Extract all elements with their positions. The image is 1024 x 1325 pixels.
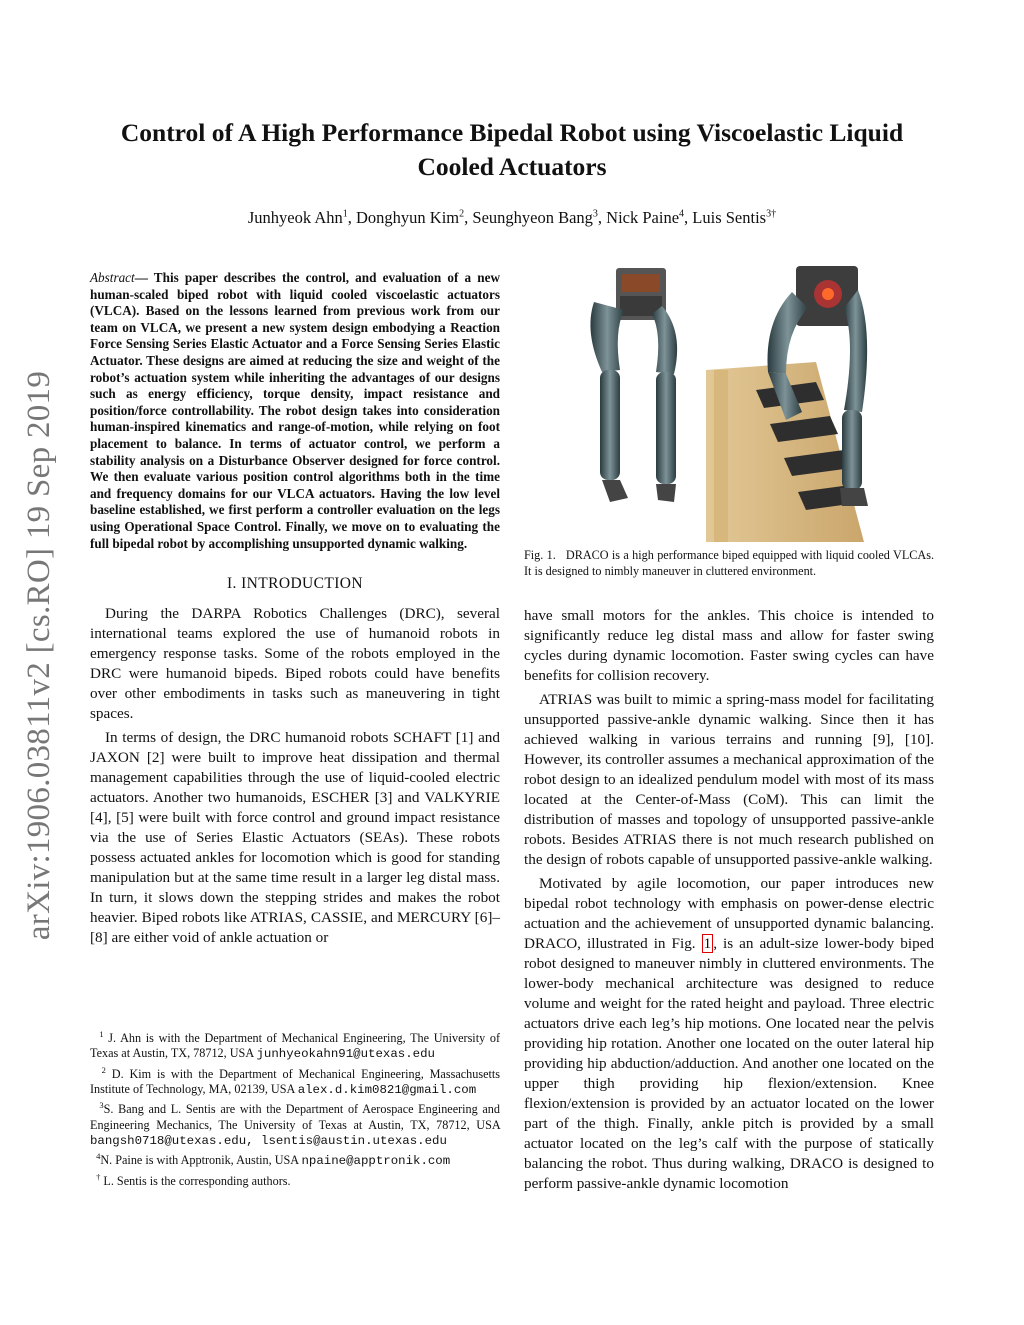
author-name: Donghyun Kim	[356, 208, 460, 227]
abstract	[90, 270, 500, 552]
figure-robot-photos	[524, 262, 934, 547]
paragraph-text: Motivated by agile locomotion, our paper introduces new bipedal robot technology with emphasis on power-dense electric actuation and the achievement of unsupported dynamic balancing. DRACO, illustrated in Fig.	[524, 875, 934, 952]
footnote-text: J. Ahn is with the Department of Mechanical Engineering, The University of Texas at Austin, TX, 78712, USA	[90, 1031, 501, 1061]
footnote-text: S. Bang and L. Sentis are with the Department of Aerospace Engineering and Engineering Mechanics, The University of Texas at Austin, TX, 78712, USA	[90, 1102, 500, 1132]
arxiv-stamp	[12, 355, 68, 955]
footnotes	[90, 1027, 500, 1189]
paragraph	[524, 874, 934, 1194]
footnote	[90, 1063, 500, 1099]
author-affiliation-mark: 4	[679, 208, 685, 220]
figure-caption	[524, 548, 934, 579]
author-affiliation-mark: 1	[342, 208, 348, 220]
footnote-mark: 4	[96, 1151, 101, 1162]
footnote	[90, 1027, 500, 1063]
figure-reference-link[interactable]: 1	[703, 935, 712, 952]
robot-standing-image	[590, 268, 677, 502]
author-affiliation-mark: 2	[459, 208, 465, 220]
figure-label: Fig. 1.	[524, 548, 556, 562]
left-column	[90, 270, 500, 948]
footnote-email[interactable]: junhyeokahn91@utexas.edu	[256, 1047, 435, 1062]
author-name: Junhyeok Ahn	[247, 208, 343, 227]
author-name: Luis Sentis	[692, 208, 767, 227]
paragraph: have small motors for the ankles. This choice is intended to significantly reduce leg distal mass and allow for faster swing cycles during dynamic locomotion. Faster swing cycles can have benefits for collision recovery.	[524, 607, 934, 684]
footnote	[90, 1098, 500, 1149]
footnote-mark: †	[96, 1171, 101, 1182]
paragraph: ATRIAS was built to mimic a spring-mass model for facilitating unsupported passive-ankle dynamic walking. Since then it has achieved walking in various terrains and running [9], [10]. However, its controller assumes a mechanical approximation of the robot design to an idealized pendulum model with most of its mass located at the Center-of-Mass (CoM). This can limit the distribution of masses and topology of unsupported passive-ankle robots. Besides ATRIAS there is not much research published on the design of robots capable of unsupported passive-ankle walking.	[524, 691, 934, 868]
footnote-mark: 3	[99, 1100, 104, 1111]
footnote-email[interactable]: alex.d.kim0821@gmail.com	[297, 1083, 477, 1098]
footnote	[90, 1149, 500, 1169]
abstract-text: — This paper describes the control, and evaluation of a new human-scaled biped robot with liquid cooled viscoelastic actuators (VLCA). Based on the lessons learned from previous work from our team on VLCA, we present a new system design embodying a Reaction Force Sensing Series Elastic Actuator and a Force Sensing Series Elastic Actuator. These designs are aimed at reducing the size and weight of the robot’s actuation system while inheriting the advantages of our designs such as energy efficiency, torque density, impact resistance and position/force controllability. The robot design takes into consideration human-inspired kinematics and range-of-motion, while relying on foot placement to balance. In terms of actuator control, we perform a stability analysis on a Disturbance Observer designed for force control. We then evaluate various position control algorithms both in the time and frequency domains for our VLCA actuators. Having the low level baseline established, we first perform a controller evaluation on the legs using Operational Space Control. Finally, we move on to evaluating the full bipedal robot by accomplishing unsupported dynamic walking.	[90, 270, 500, 551]
footnote-text: L. Sentis is the corresponding authors.	[103, 1173, 291, 1188]
author-name: Seunghyeon Bang	[472, 208, 593, 227]
footnote-email[interactable]: npaine@apptronik.com	[301, 1154, 451, 1169]
author-name: Nick Paine	[606, 208, 680, 227]
abstract-label: Abstract	[90, 270, 135, 285]
footnote	[90, 1170, 500, 1189]
footnote-mark: 1	[99, 1029, 104, 1039]
footnote-text: D. Kim is with the Department of Mechanical Engineering, Massachusetts Institute of Technology, MA, 02139, USA	[90, 1066, 501, 1097]
author-list: Junhyeok Ahn$^1$, Donghyun Kim$^2$, Seunghyeon Bang$^3$, Nick Paine$^4$, Luis Sentis$^{3\dagger}$	[247, 208, 777, 227]
author-affiliation-mark: 3	[592, 208, 598, 220]
arxiv-stamp-text: arXiv:1906.03811v2 [cs.RO] 19 Sep 2019	[21, 370, 58, 940]
paper-title: Control of A High Performance Bipedal Robot using Viscoelastic Liquid Cooled Actuators	[120, 118, 904, 181]
footnote-mark: 2	[101, 1064, 106, 1075]
footnote-email[interactable]: bangsh0718@utexas.edu, lsentis@austin.utexas.edu	[90, 1133, 447, 1148]
intro-body	[90, 604, 500, 948]
paragraph-text: , is an adult-size lower-body biped robot designed to maneuver nimbly in cluttered environments. The lower-body mechanical architecture was designed to reduce volume and weight for the rated height and payload. Three electric actuators drive each leg’s hip motions. One located near the pelvis providing hip rotation. Another one located on the outer lateral hip providing hip abduction/adduction. And another one located on the upper thigh providing hip flexion/extension. Knee flexion/extension is provided by an actuator located on the lower part of the thigh. Finally, ankle pitch is provided by a small actuator located on the leg’s calf with the purpose of statically balancing the robot. Thus during walking, DRACO is designed to perform passive-ankle dynamic locomotion	[524, 935, 934, 1192]
footnote-text: N. Paine is with Apptronik, Austin, USA	[100, 1153, 299, 1168]
robot-illustration	[524, 262, 934, 547]
right-column	[524, 606, 934, 1194]
section-heading: I. INTRODUCTION	[226, 575, 363, 593]
author-affiliation-mark: 3†	[766, 208, 777, 220]
paragraph: During the DARPA Robotics Challenges (DRC), several international teams explored the use of humanoid robots in emergency response tasks. Some of the robots employed in the DRC were humanoid bipeds. Biped robots could have benefits over other embodiments in tasks such as maneuvering in tight spaces.	[90, 605, 500, 723]
paragraph: In terms of design, the DRC humanoid robots SCHAFT [1] and JAXON [2] were built to improve heat dissipation and thermal management capabilities through the use of liquid-cooled electric actuators. Another two humanoids, ESCHER [3] and VALKYRIE [4], [5] were built with force control and ground impact resistance via the use of Series Elastic Actuators (SEAs). These robots possess actuated ankles for locomotion which is good for standing manipulation but at the same time result in a larger leg distal mass. In turn, it slows down the stepping strides and makes the robot heavier. Biped robots like ATRIAS, CASSIE, and MERCURY [6]–[8] are either void of ankle actuation or	[90, 729, 500, 947]
figure-caption-text: DRACO is a high performance biped equipped with liquid cooled VLCAs. It is designed to nimbly maneuver in cluttered environment.	[524, 548, 935, 578]
